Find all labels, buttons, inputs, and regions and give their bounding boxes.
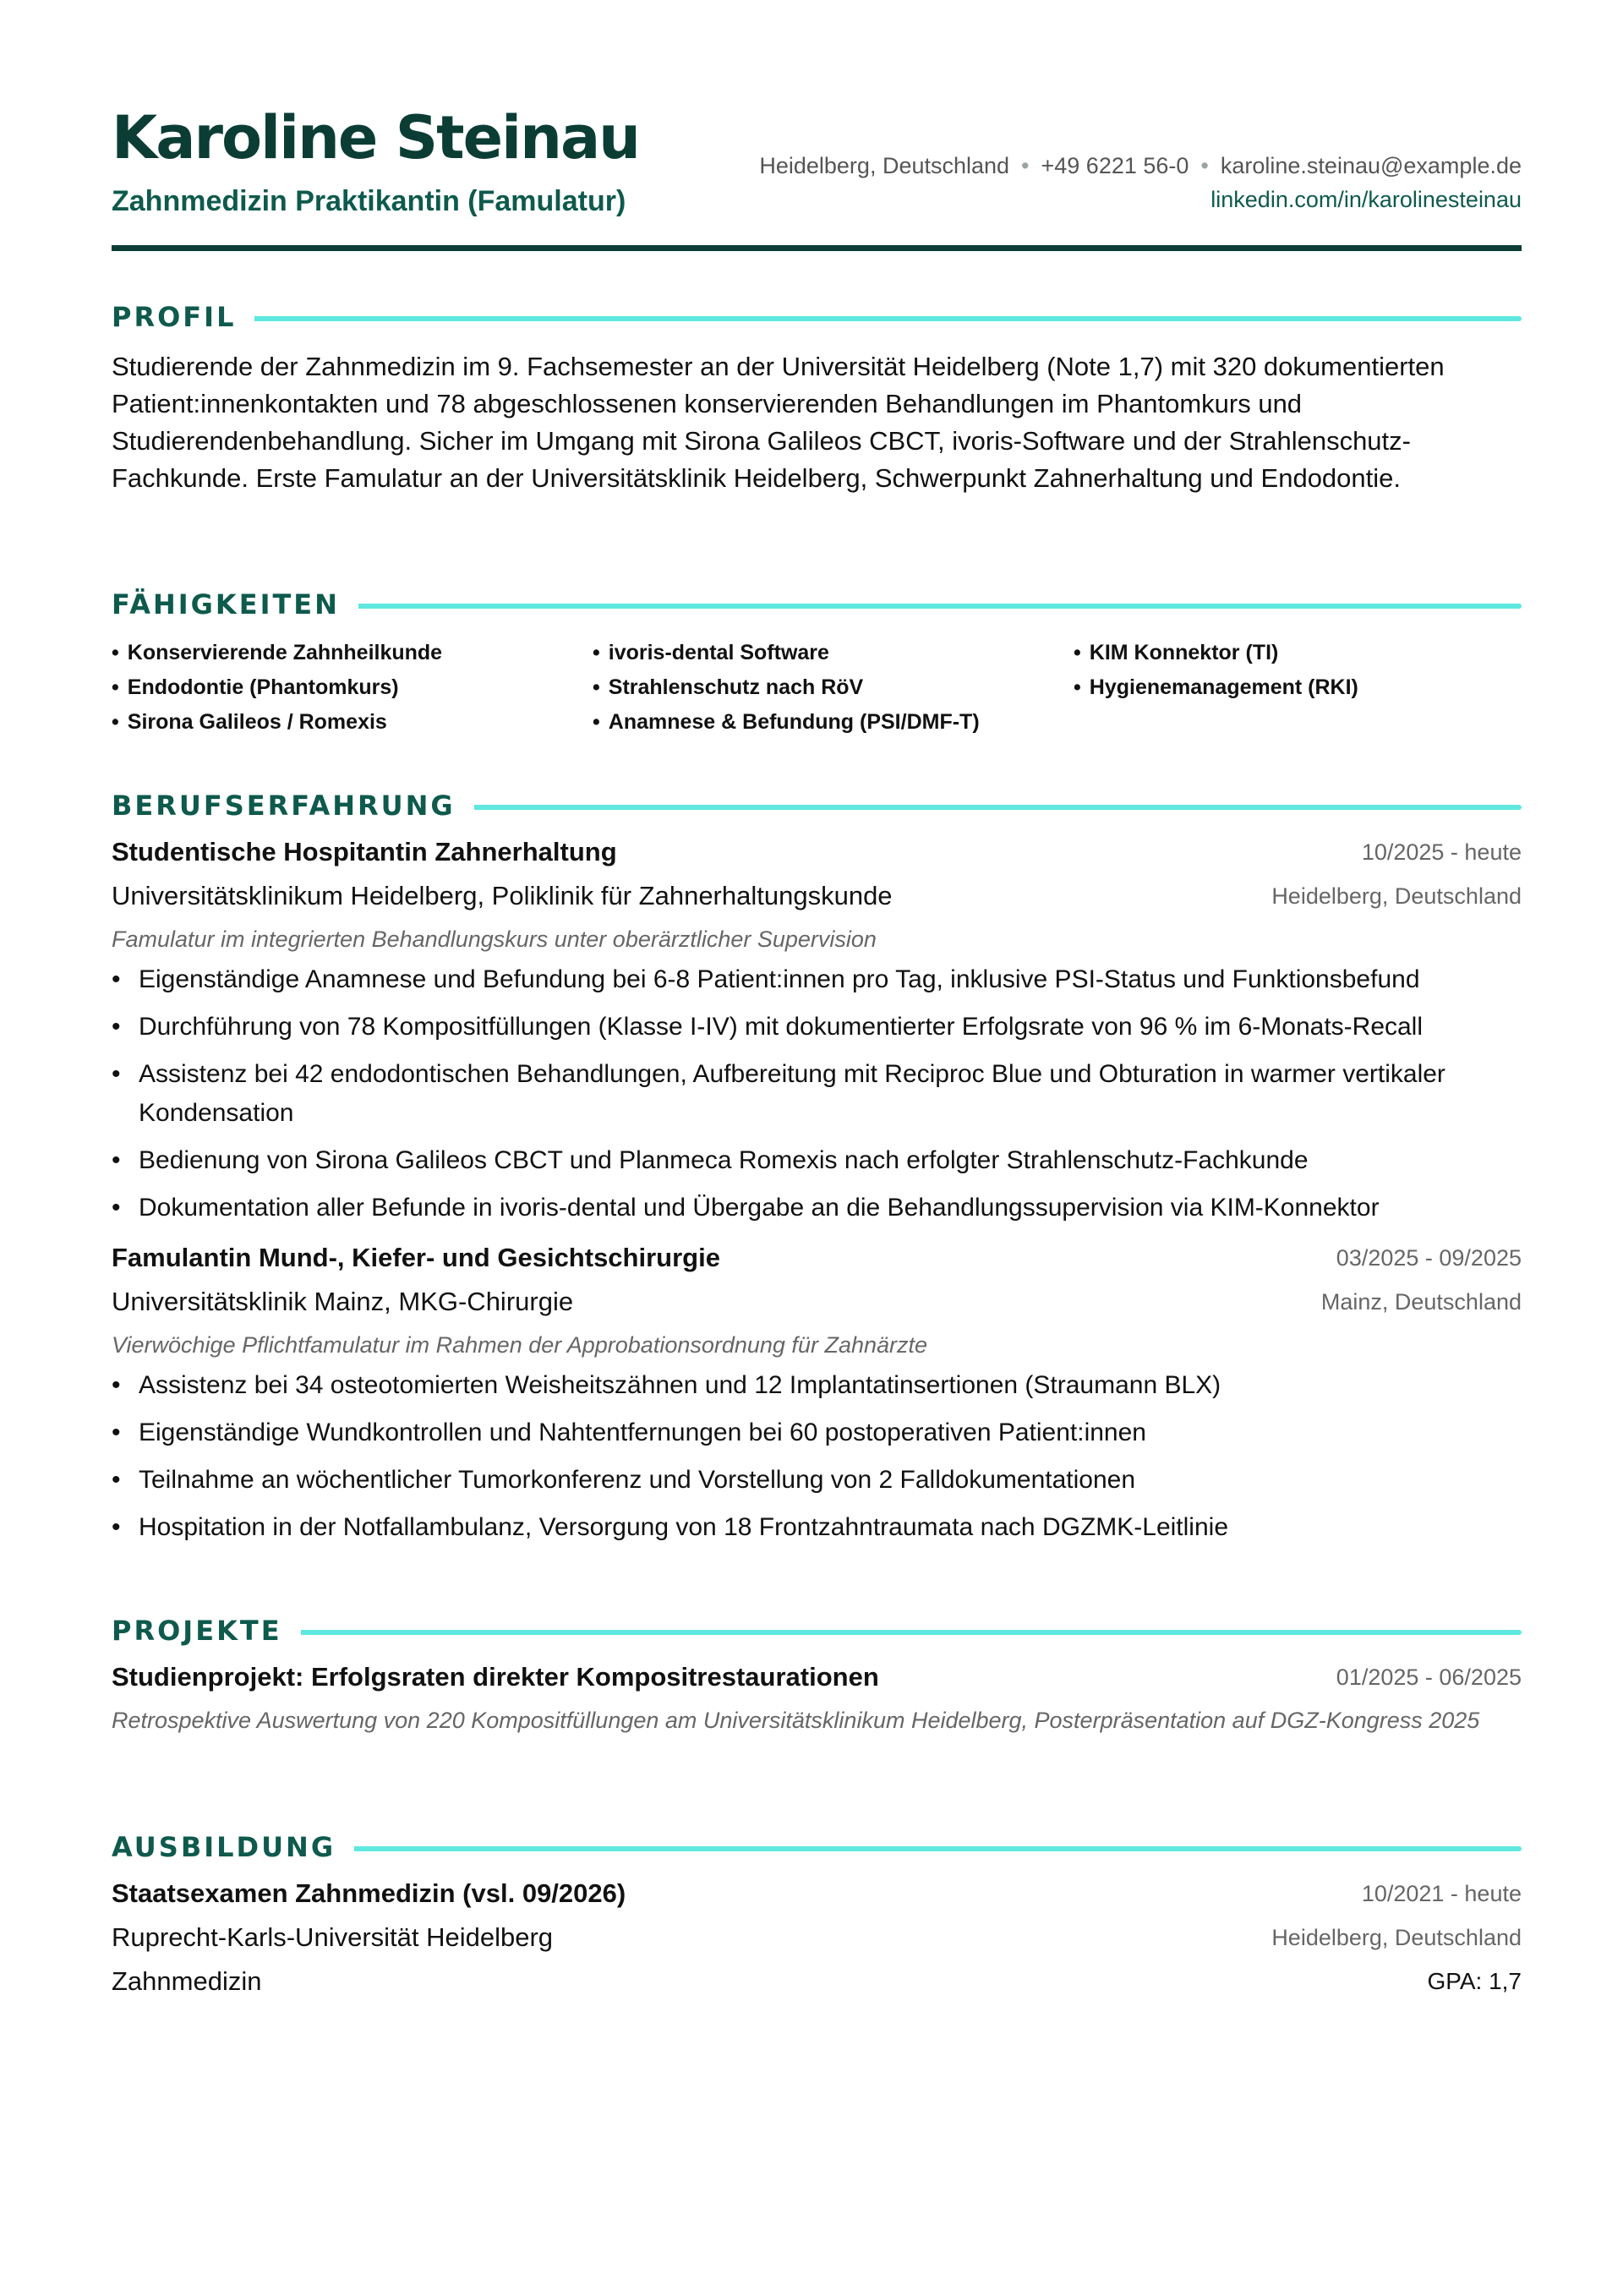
section-header [112,1828,1522,1870]
entry-organization: Universitätsklinik Mainz, MKG-Chirurgie [112,1287,574,1316]
entry-bullets [112,1366,1522,1547]
section-title: FÄHIGKEITEN [112,585,358,624]
contact-phone[interactable]: +49 6221 56-0 [1041,153,1189,178]
bullet-item: • Teilnahme an wöchentlicher Tumorkonferenz und Vorstellung von 2 Falldokumentationen [112,1466,1136,1494]
skills-column [593,636,1074,740]
skill-item: • Sirona Galileos / Romexis [112,710,387,734]
section-title: AUSBILDUNG [112,1828,354,1867]
skills-column [112,636,593,740]
entry-title-row [112,1239,1522,1283]
entry-description: Famulatur im integrierten Behandlungskurs unter oberärztlicher Supervision [112,927,877,952]
entry-location: Mainz, Deutschland [1320,1289,1522,1315]
section-header [112,585,1522,627]
entry-org-row [112,1283,1522,1327]
education-school: Ruprecht-Karls-Universität Heidelberg [112,1922,554,1952]
entry-organization: Universitätsklinikum Heidelberg, Poliklinik für Zahnerhaltungskunde [112,881,893,910]
skill-item: • Strahlenschutz nach RöV [593,675,864,699]
entry-bullets [112,960,1522,1227]
bullet-item: • Eigenständige Wundkontrollen und Nahtentfernungen bei 60 postoperativen Patient:innen [112,1419,1146,1446]
contact-block [759,149,1522,216]
contact-linkedin[interactable]: linkedin.com/in/karolinesteinau [1210,187,1522,212]
candidate-name: Karoline Steinau [112,103,640,172]
section-header [112,786,1522,828]
section-skills [112,585,1522,740]
section-rule [112,316,1522,321]
experience-entry [112,1239,1522,1547]
bullet-item: • Assistenz bei 34 osteotomierten Weisheitszähnen und 12 Implantatinsertionen (Straumann BLX) [112,1371,1221,1399]
education-entry [112,1875,1522,2007]
contact-email[interactable]: karoline.steinau@example.de [1220,153,1522,178]
resume-content [112,0,1522,1996]
project-entry [112,1659,1522,1738]
section-education [112,1828,1522,2007]
experience-entry [112,834,1522,1227]
entry-location: Heidelberg, Deutschland [1271,883,1522,909]
education-school-row [112,1919,1522,1963]
bullet-item: • Bedienung von Sirona Galileos CBCT und Planmeca Romexis nach erfolgter Strahlenschutz-Fachkunde [112,1146,1309,1174]
section-header [112,298,1522,340]
skills-column [1074,636,1522,740]
skill-item: • ivoris-dental Software [593,641,829,664]
bullet-item: • Eigenständige Anamnese und Befundung bei 6-8 Patient:innen pro Tag, inklusive PSI-Status und Funktionsbefund [112,965,1420,993]
education-field-row [112,1963,1522,2007]
bullet-item: • Durchführung von 78 Kompositfüllungen (Klasse I-IV) mit dokumentierter Erfolgsrate von 96 % im 6-Monats-Recall [112,1013,1424,1041]
entry-org-row [112,877,1522,921]
header-divider [112,245,1522,251]
skill-item: • KIM Konnektor (TI) [1074,641,1279,664]
project-description: Retrospektive Auswertung von 220 Kompositfüllungen am Universitätsklinikum Heidelberg, Posterpräsentation auf DGZ-Kongress 2025 [112,1708,1480,1733]
separator-dot: • [1200,153,1209,178]
entry-role: Famulantin Mund-, Kiefer- und Gesichtschirurgie [112,1243,720,1272]
entry-description: Vierwöchige Pflichtfamulatur im Rahmen der Approbationsordnung für Zahnärzte [112,1332,928,1358]
education-title-row [112,1875,1522,1919]
bullet-item: • Hospitation in der Notfallambulanz, Versorgung von 18 Frontzahntraumata nach DGZMK-Leitlinie [112,1513,1229,1541]
education-location: Heidelberg, Deutschland [1271,1925,1522,1950]
entry-role: Studentische Hospitantin Zahnerhaltung [112,837,617,866]
education-gpa: GPA: 1,7 [1427,1968,1522,1994]
section-title: PROFIL [112,298,254,336]
bullet-item: • Assistenz bei 42 endodontischen Behandlungen, Aufbereitung mit Reciproc Blue und Obturation in warmer vertikaler Kondensation [112,1060,1445,1127]
skills-grid [112,636,1522,740]
entry-date: 03/2025 - 09/2025 [1336,1245,1522,1271]
contact-location: Heidelberg, Deutschland [759,153,1010,178]
skill-item: • Hygienemanagement (RKI) [1074,675,1358,699]
section-profile [112,298,1522,497]
entry-title-row [112,834,1522,877]
skill-item: • Endodontie (Phantomkurs) [112,675,399,699]
candidate-subtitle: Zahnmedizin Praktikantin (Famulatur) [112,185,626,217]
bullet-item: • Dokumentation aller Befunde in ivoris-dental und Übergabe an die Behandlungssupervision via KIM-Konnektor [112,1194,1380,1222]
section-title: BERUFSERFAHRUNG [112,786,474,825]
section-projects [112,1611,1522,1738]
project-title-row [112,1659,1522,1703]
profile-summary: Studierende der Zahnmedizin im 9. Fachsemester an der Universität Heidelberg (Note 1,7) mit 320 dokumentierten Patient:innenkontakten und 78 abgeschlossenen konservierenden Behandlungen im Phantomkurs und Studierendenbehandlung. Sicher im Umgang mit Sirona Galileos CBCT, ivoris-Software und der Strahlenschutz-Fachkunde. Erste Famulatur an der Universitätsklinik Heidelberg, Schwerpunkt Zahnerhaltung und Endodontie. [112,352,1445,493]
section-title: PROJEKTE [112,1611,301,1650]
separator-dot: • [1021,153,1030,178]
education-date: 10/2021 - heute [1361,1881,1522,1906]
project-title: Studienprojekt: Erfolgsraten direkter Kompositrestaurationen [112,1662,879,1692]
contact-row-2 [759,183,1522,216]
section-rule [112,1630,1522,1635]
section-header [112,1611,1522,1654]
entry-date: 10/2025 - heute [1361,839,1522,865]
section-experience [112,786,1522,1555]
education-degree: Staatsexamen Zahnmedizin (vsl. 09/2026) [112,1878,626,1908]
resume-header [112,0,1522,254]
skill-item: • Konservierende Zahnheilkunde [112,641,443,664]
skill-item: • Anamnese & Befundung (PSI/DMF-T) [593,710,980,734]
project-date: 01/2025 - 06/2025 [1336,1665,1522,1690]
education-field: Zahnmedizin [112,1966,262,1996]
contact-row-1 [759,149,1522,183]
